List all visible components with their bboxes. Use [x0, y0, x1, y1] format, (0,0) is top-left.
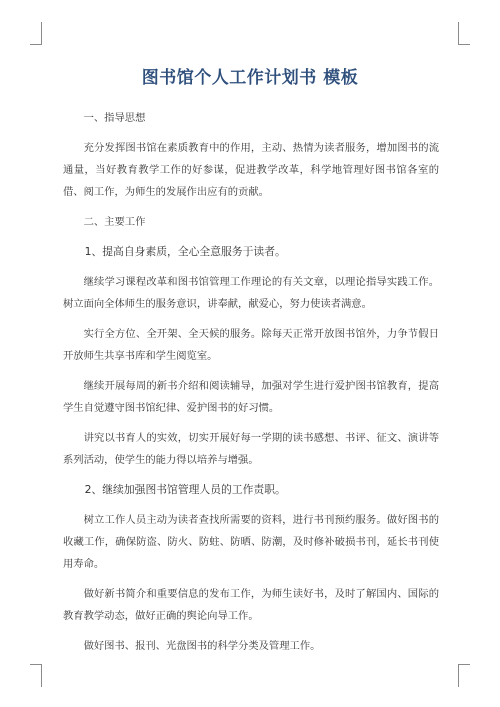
paragraph-full-service: 实行全方位、全开架、全天候的服务。除每天正常开放图书馆外，力争节假日开放师生共享书库和学生阅览室。 — [63, 328, 439, 362]
paragraph-continue-learning: 继续学习课程改革和图书馆管理工作理论的有关文章，以理论指导实践工作。树立面向全体师生的服务意识，讲奉献，献爱心，努力使读者满意。 — [63, 276, 439, 310]
crop-mark-top-left — [30, 22, 42, 45]
paragraph-reading-activities: 讲究以书育人的实效，切实开展好每一学期的读书感想、书评、征文、演讲等系列活动，使学生的能力得以培养与增强。 — [63, 432, 439, 466]
subheading-staff-duty: 2、继续加强图书馆管理人员的工作责职。 — [84, 483, 286, 496]
paragraph-staff-service: 树立工作人员主动为读者查找所需要的资料，进行书刊预约服务。做好图书的收藏工作，确保防盗、防火、防蛀、防晒、防潮，及时修补破损书刊，延长书刊使用寿命。 — [63, 514, 439, 570]
paragraph-classification: 做好图书、报刊、光盘图书的科学分类及管理工作。 — [83, 640, 321, 652]
paragraph-guiding-ideology: 充分发挥图书馆在素质教育中的作用，主动、热情为读者服务，增加图书的流通量，当好教育教学工作的好参谋，促进教学改革，科学地管理好图书馆各室的借、阅工作，为师生的发展作出应有的贡献。 — [63, 142, 439, 198]
crop-mark-top-right — [458, 22, 470, 45]
subheading-improve-quality: 1、提高自身素质，全心全意服务于读者。 — [84, 245, 286, 258]
section-heading-main-work: 二、主要工作 — [83, 216, 146, 228]
crop-mark-bottom-left — [30, 664, 42, 687]
crop-mark-bottom-right — [458, 664, 470, 687]
paragraph-new-book-intro: 继续开展每周的新书介绍和阅读辅导，加强对学生进行爱护图书馆教育，提高学生自觉遵守图书馆纪律、爱护图书的好习惯。 — [63, 380, 439, 414]
paragraph-info-release: 做好新书简介和重要信息的发布工作，为师生读好书，及时了解国内、国际的教育教学动态，做好正确的舆论向导工作。 — [63, 588, 439, 622]
document-title: 图书馆个人工作计划书 模板 — [141, 68, 359, 88]
section-heading-guiding-ideology: 一、指导思想 — [83, 112, 146, 124]
document-body — [63, 107, 439, 665]
